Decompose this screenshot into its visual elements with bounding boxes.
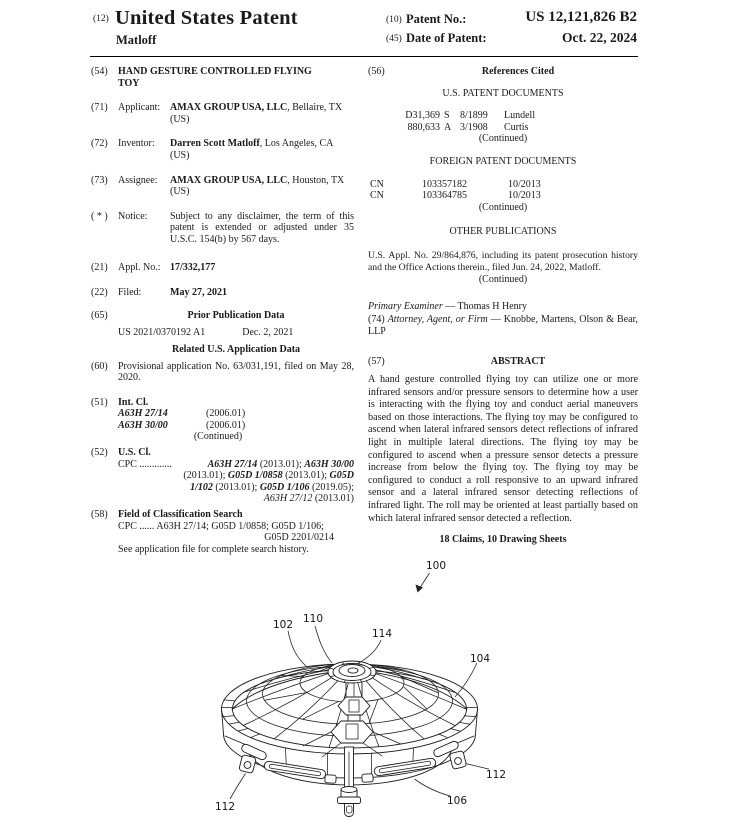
inventor-name: Darren Scott Matloff: [170, 138, 260, 150]
field-notice: [91, 211, 354, 246]
date-of-patent-label: Date of Patent:: [406, 31, 487, 45]
field-label: (72): [91, 138, 108, 150]
cpc-label: CPC .............: [118, 458, 172, 470]
field-56-references: [368, 66, 638, 78]
figure-ref-112-right: 112: [485, 769, 507, 781]
related-application-data: [91, 344, 354, 356]
figure-ref-102: 102: [272, 619, 294, 631]
field-label: ( * ): [91, 210, 108, 222]
int-cl-heading: Int. Cl.: [118, 396, 149, 408]
class-version: (2013.01);: [282, 470, 330, 482]
inventor-value: [170, 138, 348, 161]
field-22-filed: [91, 287, 354, 299]
figure-ref-110: 110: [302, 613, 324, 625]
doc-name: Curtis: [504, 121, 529, 133]
int-cl-row: [118, 420, 354, 432]
search-line-1: CPC ...... A63H 27/14; G05D 1/0858; G05D 1/106;: [118, 520, 324, 532]
field-label: (51): [91, 396, 108, 408]
class-code: G05D 1/106: [259, 481, 310, 493]
role-label: Applicant:: [118, 102, 161, 114]
class-code: G05D 1/0858: [227, 470, 283, 482]
field-54-title: [91, 66, 354, 89]
field-65-prior-publication: [91, 310, 354, 339]
doc-number: 103364785: [422, 190, 467, 202]
left-column: [91, 66, 354, 555]
class-code: A63H 30/00: [304, 458, 354, 470]
class-version: (2013.01);: [257, 458, 305, 470]
assignee-value: [170, 175, 348, 198]
role-label: Appl. No.:: [118, 261, 161, 273]
continued-note: (Continued): [478, 201, 528, 213]
figure-ref-104: 104: [469, 653, 491, 665]
role-label: Notice:: [118, 210, 148, 222]
search-heading: Field of Classification Search: [118, 509, 243, 521]
field-label: (52): [91, 447, 108, 459]
doc-kind: A: [444, 121, 452, 133]
field-label: (74): [368, 314, 388, 326]
class-code: A63H 27/14: [207, 458, 258, 470]
class-version: (2019.05);: [309, 481, 354, 493]
attorney-name: — Knobbe, Martens, Olson & Bear, LLP: [368, 314, 639, 337]
abstract-text: A hand gesture controlled flying toy can utilize one or more infrared sensors and/or pressure sensors to determine how a user is interacting with the flying toy and conduct aerial maneuvers based on those interactions. The flying toy may be configured to ascend when lateral infrared sensors detect reflections of infrared light in multiple lateral directions. The flying toy may be configured to ascend when a pressure sensor detects a pressure increase from below the flying toy. The flying toy may be configured to conduct a roll responsive to an upward infrared sensor and a lateral infrared sensor detecting reflections of infrared light. The roll may be oriented at least partially based on which lateral infrared sensor detected a reflection.: [368, 374, 638, 524]
class-version: (2013.01);: [183, 470, 228, 482]
notice-text: Subject to any disclaimer, the term of this patent is extended or adjusted under 35 U.S.C. 154(b) by 567 days.: [170, 210, 354, 245]
field-label: (58): [91, 509, 108, 521]
field-label: (21): [91, 261, 108, 273]
examiner-label: Primary Examiner: [368, 300, 443, 312]
us-cl-heading: U.S. Cl.: [118, 447, 151, 459]
field-label: (22): [91, 287, 108, 299]
class-version: (2006.01): [206, 419, 246, 431]
field-73-assignee: [91, 175, 354, 198]
publication-number: US 2021/0370192 A1: [118, 327, 206, 339]
doc-country: CN: [370, 190, 384, 202]
field-number-12: (12): [93, 14, 109, 24]
class-code: G05D: [329, 470, 354, 482]
applicant-name: AMAX GROUP USA, LLC: [170, 102, 288, 114]
claims-summary: 18 Claims, 10 Drawing Sheets: [439, 534, 567, 546]
foreign-doc-row: [368, 179, 638, 191]
figure-ref-112-left: 112: [214, 801, 236, 813]
field-label: (71): [91, 102, 108, 114]
cpc-line-3: [118, 482, 354, 494]
doc-number: 103357182: [422, 178, 467, 190]
doc-date: 10/2013: [508, 190, 541, 202]
header-rule: [90, 56, 638, 57]
field-60-provisional: [91, 361, 354, 384]
field-label: (54): [91, 66, 108, 77]
doc-country: CN: [370, 178, 384, 190]
field-52-us-cl: [91, 447, 354, 505]
search-line-2: G05D 2201/0214: [264, 532, 334, 544]
attorney-line: [368, 314, 638, 337]
patent-number: US 12,121,826 B2: [525, 9, 637, 25]
doc-number: D31,369: [405, 110, 440, 122]
prior-publication-heading: Prior Publication Data: [187, 309, 285, 321]
role-label: Assignee:: [118, 174, 158, 186]
other-publications-text: U.S. Appl. No. 29/864,876, including its patent prosecution history and the Office Actions therein., filed Jun. 24, 2022, Matloff.: [368, 249, 638, 273]
class-code: A63H 30/00: [118, 419, 168, 431]
field-label: (65): [91, 309, 108, 321]
cpc-line-1: [118, 459, 354, 471]
us-doc-row: [368, 122, 638, 134]
publication-date: Dec. 2, 2021: [242, 327, 294, 339]
int-cl-row: [118, 408, 354, 420]
field-number-10: (10): [386, 15, 402, 25]
us-doc-row: [368, 110, 638, 122]
us-patent-docs-heading: U.S. PATENT DOCUMENTS: [442, 87, 564, 99]
role-label: Inventor:: [118, 138, 155, 150]
examiner-name: — Thomas H Henry: [442, 300, 527, 312]
continued-note: (Continued): [478, 274, 528, 286]
foreign-docs-heading: FOREIGN PATENT DOCUMENTS: [429, 155, 577, 167]
page-title: United States Patent: [115, 7, 298, 29]
application-number: 17/332,177: [170, 261, 216, 273]
continued-note: (Continued): [193, 431, 243, 443]
class-code: A63H 27/12: [263, 493, 313, 505]
ir-sensor-left: [239, 755, 256, 774]
abstract-heading: ABSTRACT: [490, 355, 546, 367]
provisional-text: Provisional application No. 63/031,191, filed on May 28, 2020.: [118, 360, 354, 384]
figure-ref-100: 100: [425, 560, 447, 572]
field-number-45: (45): [386, 34, 402, 44]
class-version: (2013.01): [312, 493, 354, 505]
hub: [328, 661, 376, 683]
continued-note: (Continued): [478, 133, 528, 145]
doc-number: 880,633: [407, 121, 440, 133]
doc-kind: S: [444, 110, 450, 122]
landing-nub: [338, 787, 361, 817]
field-72-inventor: [91, 138, 354, 161]
field-57-abstract: [368, 356, 638, 368]
right-column: [368, 66, 638, 546]
attorney-label: Attorney, Agent, or Firm: [387, 314, 488, 326]
applicant-value: [170, 102, 348, 125]
other-publications-heading: OTHER PUBLICATIONS: [449, 226, 557, 238]
class-code: A63H 27/14: [118, 408, 168, 420]
role-label: Filed:: [118, 287, 142, 299]
cpc-line-2: [118, 470, 354, 482]
cpc-line-4: [118, 493, 354, 505]
field-label: (73): [91, 174, 108, 186]
search-line-3: See application file for complete search history.: [118, 543, 309, 555]
applicant-location: , Bellaire, TX (US): [170, 102, 343, 125]
field-label: (56): [368, 66, 385, 77]
assignee-name: AMAX GROUP USA, LLC: [170, 174, 288, 186]
patent-no-label: Patent No.:: [406, 12, 467, 26]
assignee-location: , Houston, TX (US): [170, 174, 345, 198]
patent-figure: [0, 545, 730, 826]
date-of-patent-value: Oct. 22, 2024: [562, 30, 637, 45]
references-heading: References Cited: [481, 66, 555, 77]
related-data-heading: Related U.S. Application Data: [171, 343, 301, 355]
ir-sensor-right: [449, 751, 466, 770]
filing-date: May 27, 2021: [170, 287, 227, 299]
field-label: (57): [368, 355, 385, 367]
inventor-surname: Matloff: [116, 33, 157, 47]
field-label: (60): [91, 360, 108, 372]
class-version: (2006.01): [206, 408, 246, 420]
doc-name: Lundell: [504, 110, 536, 122]
arrowhead-100: [416, 585, 424, 593]
invention-title: HAND GESTURE CONTROLLED FLYING TOY: [118, 66, 312, 89]
field-71-applicant: [91, 102, 354, 125]
figure-ref-114: 114: [371, 628, 393, 640]
class-version: (2013.01);: [212, 481, 260, 493]
foreign-doc-row: [368, 190, 638, 202]
doc-date: 10/2013: [508, 178, 541, 190]
figure-ref-106: 106: [446, 795, 468, 807]
inventor-location: , Los Angeles, CA (US): [170, 138, 333, 161]
field-51-int-cl: [91, 397, 354, 443]
field-21-appl-no: [91, 262, 354, 274]
primary-examiner-line: [368, 301, 638, 313]
doc-date: 3/1908: [460, 121, 488, 133]
doc-date: 8/1899: [460, 110, 488, 122]
class-code: 1/102: [190, 481, 213, 493]
